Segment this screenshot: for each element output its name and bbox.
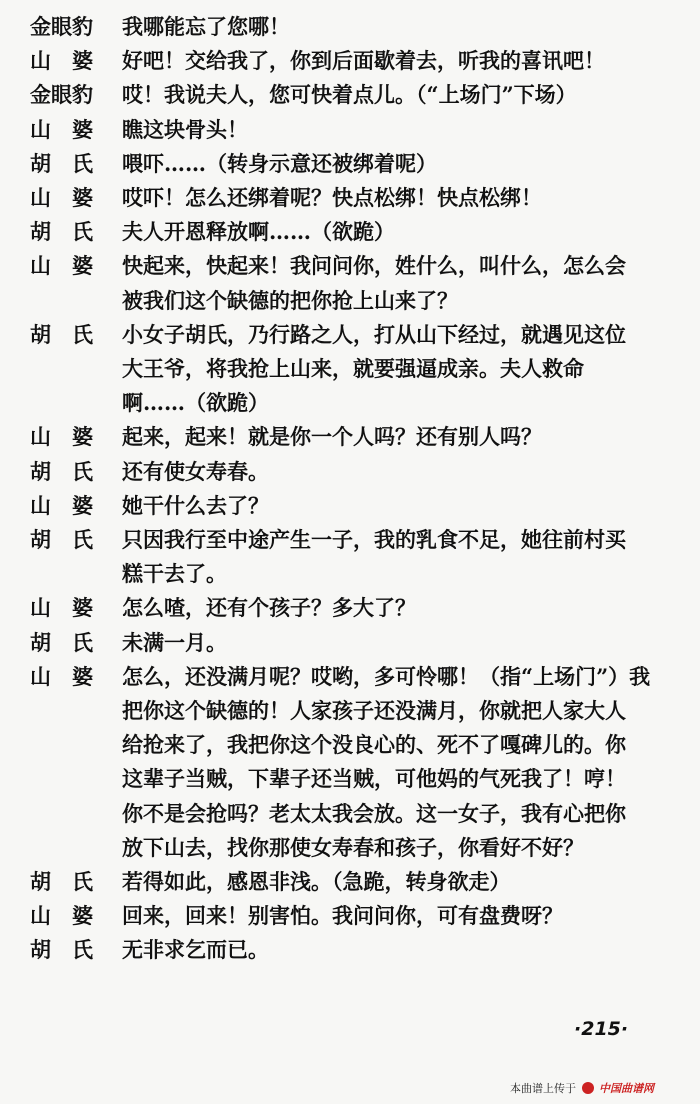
dialogue-line xyxy=(0,113,700,147)
dialogue-line xyxy=(0,352,700,386)
dialogue-line xyxy=(0,181,700,215)
speaker-name: 山 婆 xyxy=(30,492,93,518)
speaker-name: 山 婆 xyxy=(30,48,93,74)
dialogue-line xyxy=(0,249,700,283)
dialogue-text: 糕干去了。 xyxy=(122,561,227,587)
dialogue-text: 瞧这块骨头！ xyxy=(122,116,248,142)
dialogue-line xyxy=(0,78,700,112)
speaker-name: 金眼豹 xyxy=(30,82,93,108)
dialogue-text: 怎么喳，还有个孩子？多大了？ xyxy=(122,595,416,621)
dialogue-text: 给抢来了，我把你这个没良心的、死不了嘎碑儿的。你 xyxy=(122,732,626,758)
dialogue-line xyxy=(0,386,700,420)
dialogue-text: 起来，起来！就是你一个人吗？还有别人吗？ xyxy=(122,424,542,450)
speaker-name: 胡 氏 xyxy=(30,321,93,347)
dialogue-line xyxy=(0,44,700,78)
dialogue-line xyxy=(0,455,700,489)
dialogue-line xyxy=(0,523,700,557)
dialogue-line xyxy=(0,147,700,181)
dialogue-line xyxy=(0,899,700,933)
dialogue-line xyxy=(0,762,700,796)
dialogue-text: 被我们这个缺德的把你抢上山来了？ xyxy=(122,287,458,313)
footer-brand: 中国曲谱网 xyxy=(599,1082,654,1095)
dialogue-text: 怎么，还没满月呢？哎哟，多可怜哪！（指“上场门”）我 xyxy=(122,663,651,689)
dialogue-line xyxy=(0,10,700,44)
dialogue-text: 大王爷，将我抢上山来，就要强逼成亲。夫人救命 xyxy=(122,356,584,381)
speaker-name: 胡 氏 xyxy=(30,458,93,484)
dialogue-text: 啊……（欲跪） xyxy=(122,390,269,416)
dialogue-line xyxy=(0,215,700,249)
dialogue-text: 回来，回来！别害怕。我问问你，可有盘费呀？ xyxy=(122,903,563,929)
dialogue-text: 快起来，快起来！我问问你，姓什么，叫什么，怎么会 xyxy=(122,253,626,279)
dialogue-text: 若得如此，感恩非浅。（急跪，转身欲走） xyxy=(122,869,511,894)
dialogue-text: 喂吓……（转身示意还被绑着呢） xyxy=(122,150,437,176)
speaker-name: 山 婆 xyxy=(30,663,93,689)
page-number: ·215· xyxy=(574,1018,629,1040)
dialogue-text: 只因我行至中途产生一子，我的乳食不足，她往前村买 xyxy=(122,527,626,552)
dialogue-text: 把你这个缺德的！人家孩子还没满月，你就把人家大人 xyxy=(122,698,626,723)
site-logo-icon xyxy=(582,1082,594,1094)
dialogue-line xyxy=(0,728,700,762)
dialogue-line xyxy=(0,797,700,831)
speaker-name: 山 婆 xyxy=(30,424,93,450)
dialogue-line xyxy=(0,489,700,523)
speaker-name: 胡 氏 xyxy=(30,219,93,245)
speaker-name: 胡 氏 xyxy=(30,937,93,963)
speaker-name: 胡 氏 xyxy=(30,527,93,552)
dialogue-line xyxy=(0,660,700,694)
speaker-name: 胡 氏 xyxy=(30,629,93,655)
speaker-name: 山 婆 xyxy=(30,595,93,621)
dialogue-line xyxy=(0,831,700,865)
upload-footer xyxy=(510,1080,654,1096)
dialogue-line xyxy=(0,933,700,967)
speaker-name: 山 婆 xyxy=(30,903,93,929)
dialogue-text: 小女子胡氏，乃行路之人，打从山下经过，就遇见这位 xyxy=(122,321,626,347)
dialogue-text: 这辈子当贼，下辈子还当贼，可他妈的气死我了！哼！ xyxy=(122,766,626,792)
dialogue-line xyxy=(0,420,700,454)
dialogue-text: 还有使女寿春。 xyxy=(122,458,269,484)
dialogue-line xyxy=(0,626,700,660)
speaker-name: 金眼豹 xyxy=(30,14,93,39)
speaker-name: 胡 氏 xyxy=(30,869,93,894)
dialogue-line xyxy=(0,284,700,318)
dialogue-text: 我哪能忘了您哪！ xyxy=(122,14,290,39)
dialogue-line xyxy=(0,694,700,728)
dialogue-text: 她干什么去了？ xyxy=(122,492,269,518)
dialogue-text: 好吧！交给我了，你到后面歇着去，听我的喜讯吧！ xyxy=(122,48,605,74)
dialogue-text: 哎吓！怎么还绑着呢？快点松绑！快点松绑！ xyxy=(122,185,542,210)
speaker-name: 山 婆 xyxy=(30,116,93,142)
dialogue-line xyxy=(0,557,700,591)
speaker-name: 胡 氏 xyxy=(30,150,93,176)
dialogue-line xyxy=(0,591,700,625)
footer-prefix: 本曲谱上传于 xyxy=(510,1082,576,1095)
dialogue-line xyxy=(0,318,700,352)
dialogue-text: 哎！我说夫人，您可快着点儿。（“上场门”下场） xyxy=(122,82,577,108)
dialogue-line xyxy=(0,865,700,899)
dialogue-text: 放下山去，找你那使女寿春和孩子，你看好不好？ xyxy=(122,834,584,860)
speaker-name: 山 婆 xyxy=(30,253,93,279)
dialogue-text: 未满一月。 xyxy=(122,629,227,655)
dialogue-text: 无非求乞而已。 xyxy=(122,937,269,963)
dialogue-text: 你不是会抢吗？老太太我会放。这一女子，我有心把你 xyxy=(122,800,626,826)
speaker-name: 山 婆 xyxy=(30,185,93,210)
dialogue-text: 夫人开恩释放啊……（欲跪） xyxy=(122,219,395,245)
